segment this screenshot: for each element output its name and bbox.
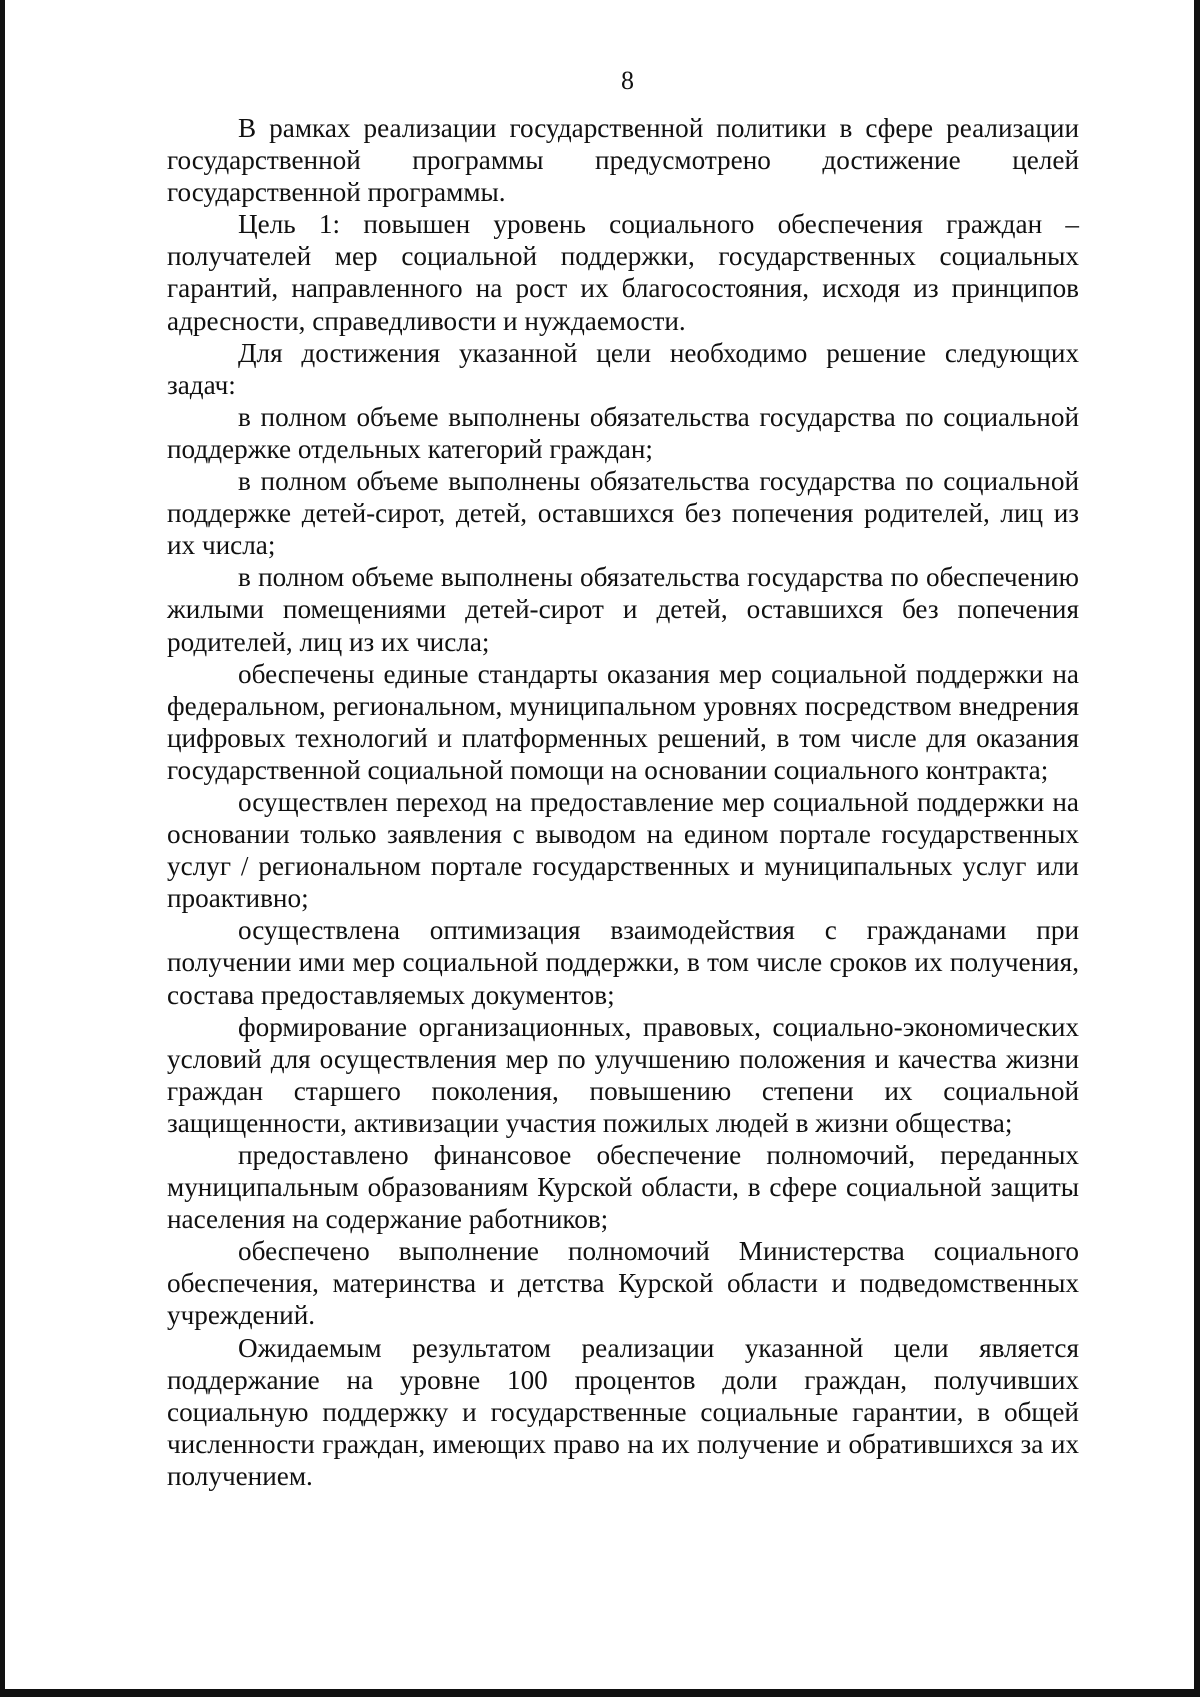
paragraph-task-1: в полном объеме выполнены обязательства государства по социальной поддержке отдельных категорий граждан; bbox=[167, 401, 1079, 464]
paragraph-task-3: в полном объеме выполнены обязательства государства по обеспечению жилыми помещениями детей-сирот и детей, оставшихся без попечения родителей, лиц из их числа; bbox=[167, 562, 1079, 657]
scan-edge-bottom bbox=[0, 1689, 1200, 1697]
paragraph-task-4: обеспечены единые стандарты оказания мер социальной поддержки на федеральном, региональном, муниципальном уровнях посредством внедрения цифровых технологий и платформенных решений, в том числе для оказания государственной социальной помощи на основании социального контракта; bbox=[167, 658, 1079, 785]
paragraph-goal-1: Цель 1: повышен уровень социального обеспечения граждан – получателей мер социальной поддержки, государственных социальных гарантий, направленного на рост их благосостояния, исходя из принципов адресности, справедливости и нуждаемости. bbox=[167, 209, 1079, 336]
scan-edge-left bbox=[0, 0, 5, 1697]
paragraph-task-9: обеспечено выполнение полномочий Министерства социального обеспечения, материнства и детства Курской области и подведомственных учреждений. bbox=[167, 1236, 1079, 1331]
page-number: 8 bbox=[621, 66, 634, 95]
paragraph-task-8: предоставлено финансовое обеспечение полномочий, переданных муниципальным образованиям Курской области, в сфере социальной защиты населения на содержание работников; bbox=[167, 1140, 1079, 1235]
paragraph-intro: В рамках реализации государственной политики в сфере реализации государственной программы предусмотрено достижение целей государственной программы. bbox=[167, 113, 1079, 208]
paragraph-task-7: формирование организационных, правовых, социально-экономических условий для осуществления мер по улучшению положения и качества жизни граждан старшего поколения, повышению степени их социальной защищенности, активизации участия пожилых людей в жизни общества; bbox=[167, 1011, 1079, 1138]
paragraph-task-5: осуществлен переход на предоставление мер социальной поддержки на основании только заявления с выводом на едином портале государственных услуг / региональном портале государственных и муниципальных услуг или проактивно; bbox=[167, 786, 1079, 914]
paragraph-task-6: осуществлена оптимизация взаимодействия с гражданами при получении ими мер социальной поддержки, в том числе сроков их получения, состава предоставляемых документов; bbox=[167, 915, 1079, 1010]
document-body bbox=[167, 112, 1079, 1492]
scan-edge-right bbox=[1194, 0, 1200, 1697]
paragraph-task-2: в полном объеме выполнены обязательства государства по социальной поддержке детей-сирот, детей, оставшихся без попечения родителей, лиц из их числа; bbox=[167, 466, 1079, 561]
paragraph-expected-result: Ожидаемым результатом реализации указанной цели является поддержание на уровне 100 процентов доли граждан, получивших социальную поддержку и государственные социальные гарантии, в общей численности граждан, имеющих право на их получение и обратившихся за их получением. bbox=[167, 1332, 1079, 1491]
paragraph-tasks-intro: Для достижения указанной цели необходимо решение следующих задач: bbox=[167, 337, 1079, 400]
